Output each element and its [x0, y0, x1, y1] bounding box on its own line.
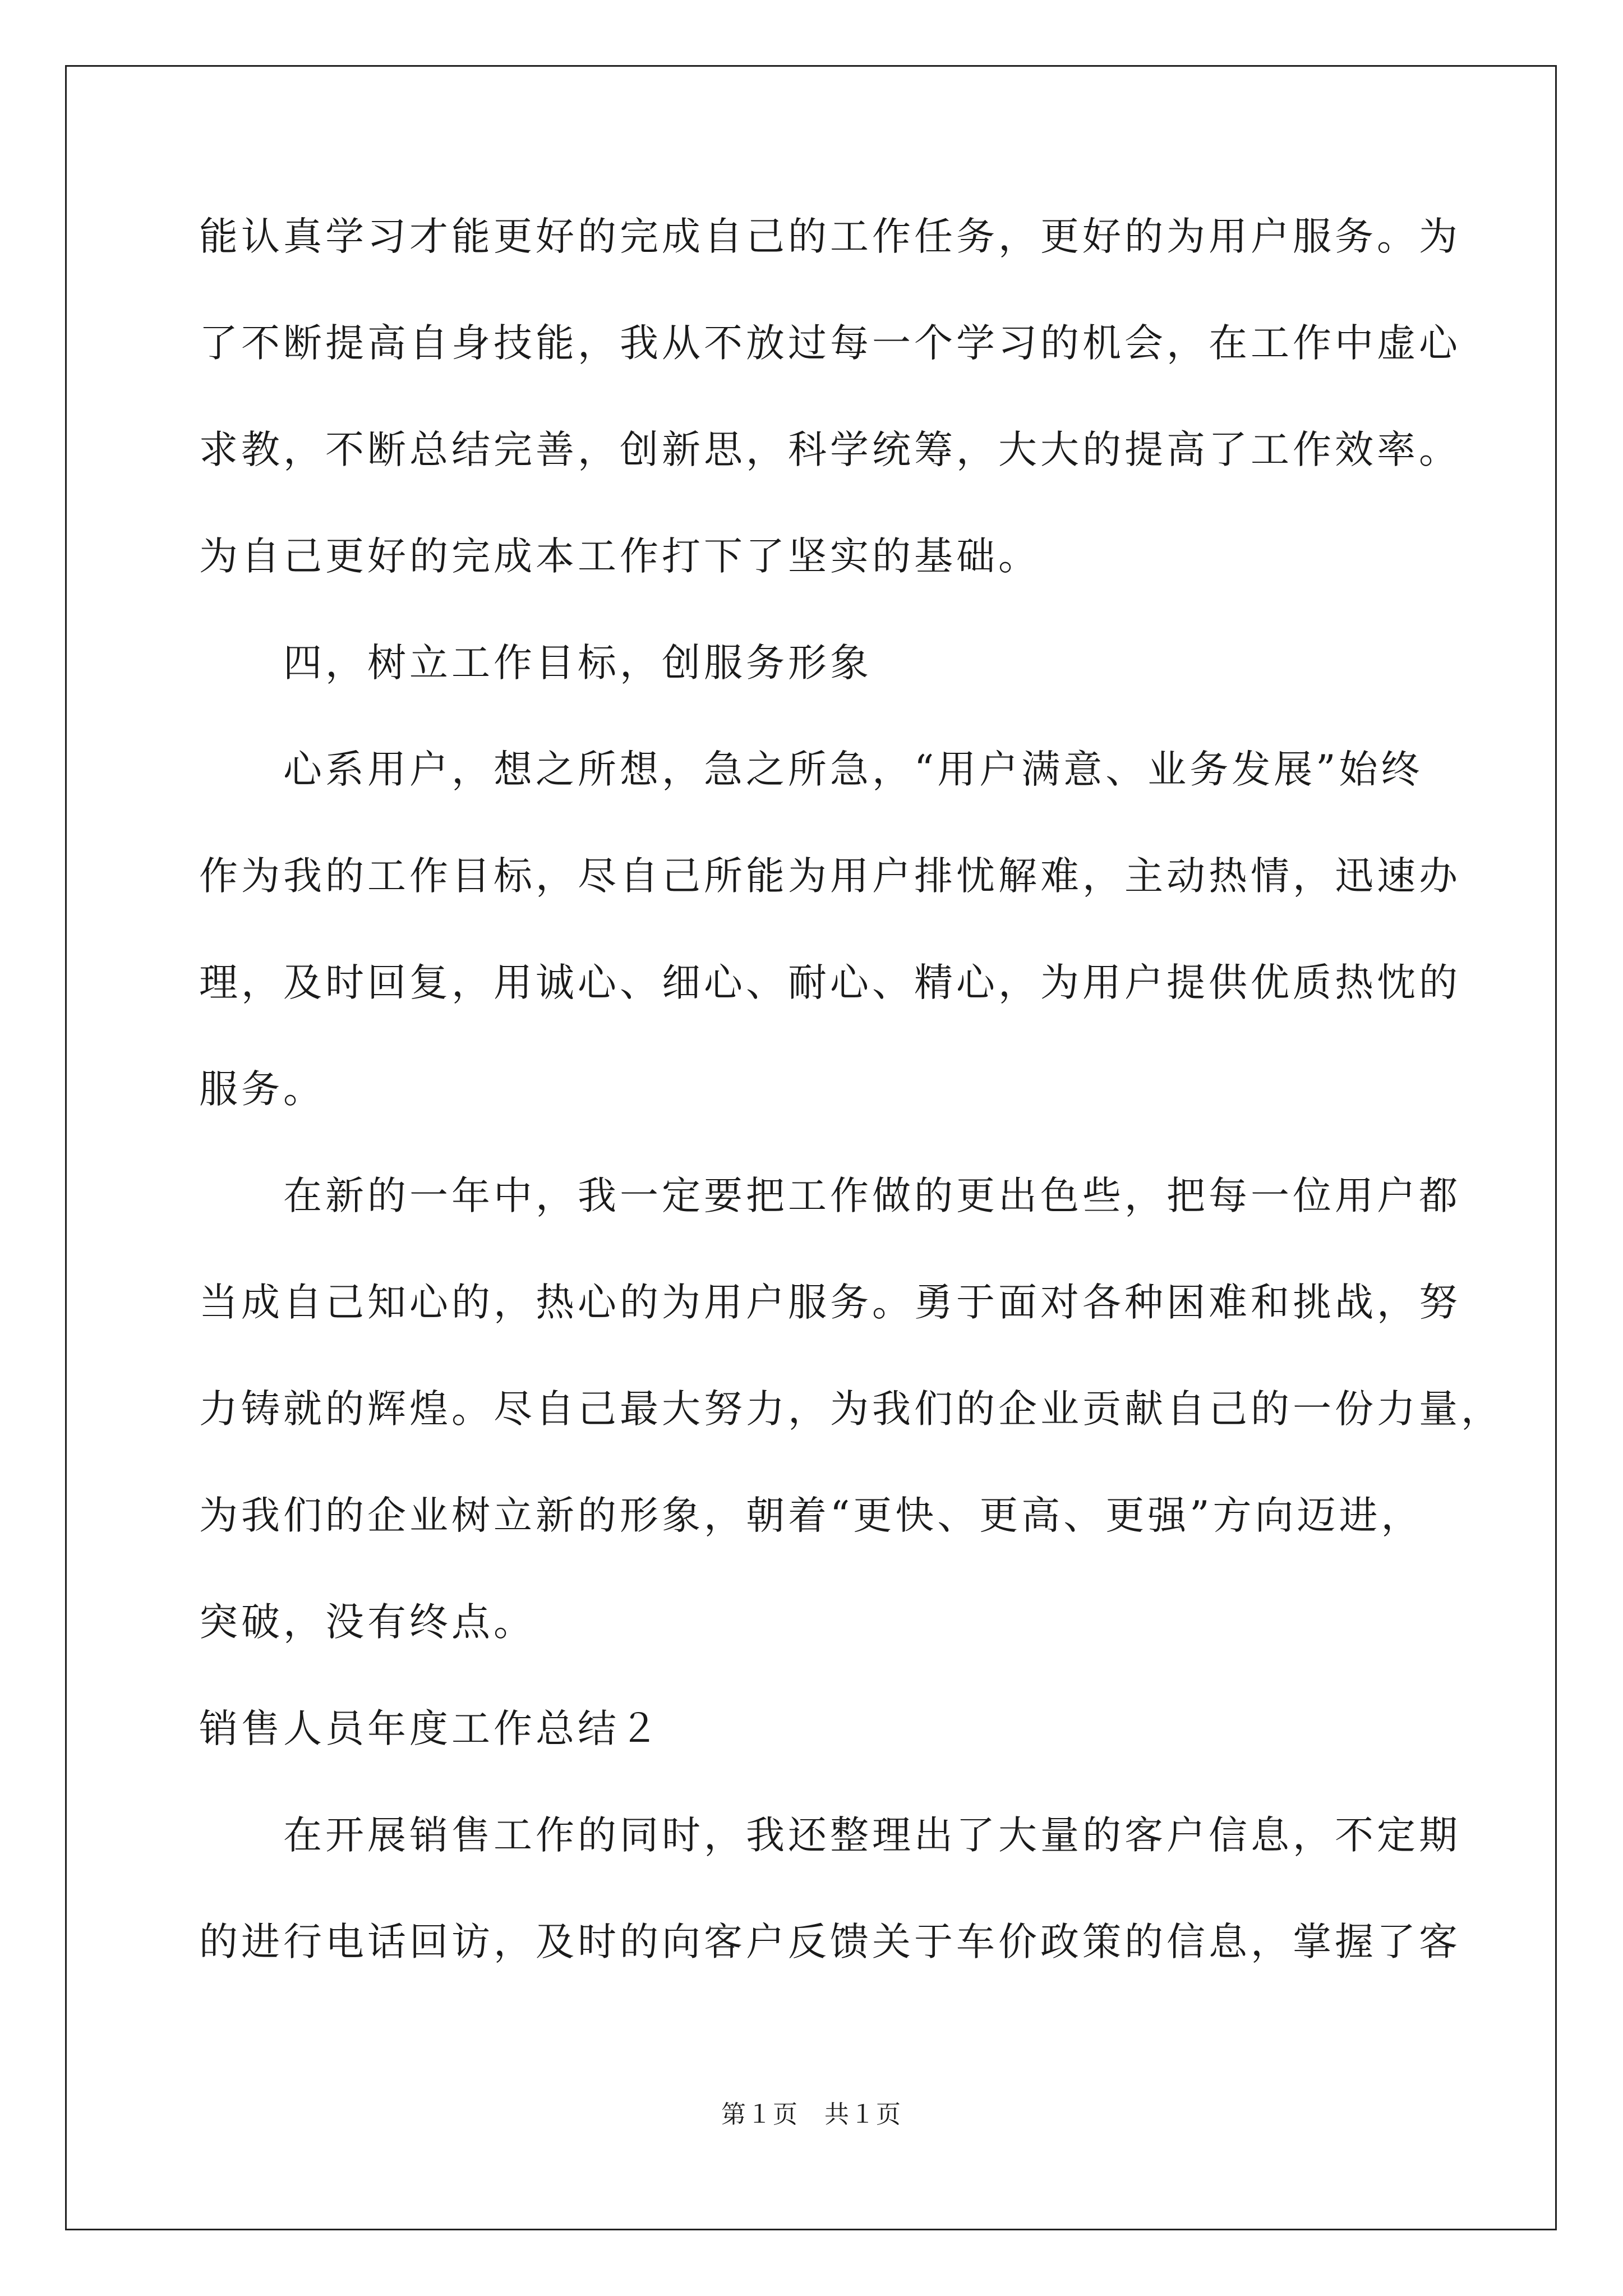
paragraph-line: 力铸就的辉煌。尽自己最大努力，为我们的企业贡献自己的一份力量，	[199, 1387, 1503, 1432]
paragraph-line: 的进行电话回访，及时的向客户反馈关于车价政策的信息，掌握了客	[199, 1920, 1461, 1964]
paragraph-line: 作为我的工作目标，尽自己所能为用户排忧解难，主动热情，迅速办	[199, 854, 1461, 899]
paragraph-line: 心系用户，想之所想，急之所急，“用户满意、业务发展”始终	[283, 747, 1423, 792]
section-heading: 四，树立工作目标，创服务形象	[283, 641, 872, 685]
paragraph-line: 当成自己知心的，热心的为用户服务。勇于面对各种困难和挑战，努	[199, 1280, 1461, 1325]
paragraph-line: 理，及时回复，用诚心、细心、耐心、精心，为用户提供优质热忱的	[199, 960, 1461, 1005]
page-footer: 第１页 共１页	[721, 2100, 902, 2129]
paragraph-line: 为我们的企业树立新的形象，朝着“更快、更高、更强”方向迈进，	[199, 1493, 1423, 1538]
paragraph-line: 求教，不断总结完善，创新思，科学统筹，大大的提高了工作效率。	[199, 427, 1461, 472]
page-border	[65, 65, 1557, 2230]
paragraph-line: 在新的一年中，我一定要把工作做的更出色些，把每一位用户都	[283, 1174, 1461, 1218]
paragraph-line: 为自己更好的完成本工作打下了坚实的基础。	[199, 534, 1040, 579]
paragraph-line: 能认真学习才能更好的完成自己的工作任务，更好的为用户服务。为	[199, 214, 1461, 259]
paragraph-line: 突破，没有终点。	[199, 1600, 536, 1645]
paragraph-line: 服务。	[199, 1067, 325, 1112]
paragraph-line: 了不断提高自身技能，我从不放过每一个学习的机会，在工作中虚心	[199, 321, 1461, 366]
paragraph-line: 在开展销售工作的同时，我还整理出了大量的客户信息，不定期	[283, 1813, 1461, 1858]
section-title: 销售人员年度工作总结２	[199, 1706, 662, 1751]
